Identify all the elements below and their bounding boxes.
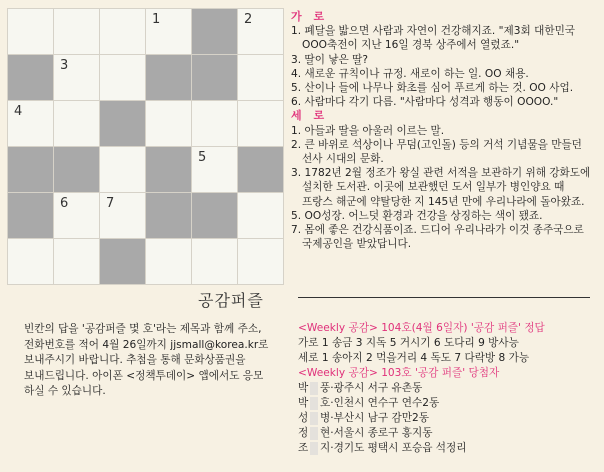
instruction-line: 보내주시기 바랍니다. 추첨을 통해 문화상품권을 <box>24 354 246 366</box>
grid-cell <box>99 192 145 238</box>
grid-cell <box>53 146 99 192</box>
entry-instructions <box>24 322 282 400</box>
grid-cell <box>191 8 237 54</box>
grid-cell <box>99 54 145 100</box>
clue-line: 3. 1782년 2월 정조가 왕실 관련 서적을 보관하기 위해 강화도에 <box>291 167 591 180</box>
winner-row <box>298 411 598 426</box>
answer-lines <box>298 336 598 366</box>
clue-line: 5. OO성장. 어느덧 환경과 건강을 상징하는 색이 됐죠. <box>291 209 543 222</box>
clue-item <box>291 223 597 251</box>
clue-line: 설치한 도서관. 이곳에 보관했던 도서 일부가 병인양요 때 <box>302 181 565 194</box>
grid-cell <box>145 146 191 192</box>
answers-heading: <Weekly 공감> 104호(4월 6일자) '공감 퍼즐' 정답 <box>298 322 545 334</box>
clue-number: 4 <box>14 104 23 119</box>
winner-info: 풍·광주시 서구 유촌동 <box>320 382 423 394</box>
instruction-line: 하실 수 있습니다. <box>24 385 106 397</box>
winner-info: 호·인천시 연수구 연수2동 <box>320 397 440 409</box>
clue-number: 6 <box>60 196 69 211</box>
grid-cell <box>53 192 99 238</box>
down-clues <box>291 124 597 252</box>
clue-number: 3 <box>60 58 69 73</box>
clue-number: 7 <box>106 196 115 211</box>
name-mask <box>310 427 318 440</box>
clue-item <box>291 95 597 109</box>
grid-cell <box>7 192 53 238</box>
grid-cell <box>237 192 283 238</box>
grid-cell <box>7 238 53 284</box>
clue-line: 프랑스 해군에 약탈당한 지 145년 만에 우리나라에 돌아왔죠. <box>302 195 585 208</box>
grid-cell <box>53 238 99 284</box>
winner-info: 병·부산시 남구 감만2동 <box>320 412 429 424</box>
clue-item <box>291 67 597 81</box>
clue-item <box>291 81 597 95</box>
grid-cell <box>145 238 191 284</box>
clue-item <box>291 53 597 67</box>
clue-line: 선사 시대의 문화. <box>302 153 384 166</box>
clue-item <box>291 166 597 209</box>
winners-list <box>298 381 598 456</box>
clue-line: 1. 폐달을 밟으면 사람과 자연이 건강해지죠. "제3회 대한민국 <box>291 25 576 38</box>
grid-cell <box>99 100 145 146</box>
across-heading: 가 로 <box>291 10 329 23</box>
clue-line: 7. 몸에 좋은 건강식품이죠. 드디어 우리나라가 이것 종주국으로 <box>291 224 584 237</box>
grid-cell <box>237 146 283 192</box>
clue-number: 1 <box>152 12 161 27</box>
instruction-line: 전화번호를 적어 4월 26일까지 jjsmall@korea.kr로 <box>24 338 269 351</box>
answers-panel <box>298 321 598 456</box>
clue-line: 6. 사람마다 각기 다름. "사람마다 성격과 행동이 OOOO." <box>291 96 559 109</box>
grid-cell <box>191 238 237 284</box>
clue-line: 3. 딸이 낳은 딸? <box>291 53 368 66</box>
clue-line: 국제공인을 받았답니다. <box>302 238 412 251</box>
grid-cell <box>7 54 53 100</box>
name-mask <box>310 412 318 425</box>
grid-cell <box>191 192 237 238</box>
instruction-line: 보내드립니다. 아이폰 <정책투데이> 앱에서도 응모 <box>24 369 264 382</box>
name-mask <box>310 397 318 410</box>
across-clues <box>291 24 597 109</box>
grid-cell <box>237 8 283 54</box>
grid-cell <box>145 8 191 54</box>
winner-row <box>298 396 598 411</box>
grid-cell <box>7 8 53 54</box>
winner-surname: 조 <box>298 442 309 454</box>
grid-cell <box>7 100 53 146</box>
winner-surname: 정 <box>298 427 309 439</box>
clue-item <box>291 138 597 166</box>
clue-panel <box>291 10 597 251</box>
answer-line: 세로 1 송아지 2 먹을거리 4 독도 7 다락방 8 가능 <box>298 352 530 364</box>
clue-line: OOO축전이 지난 16일 경북 상주에서 열렸죠." <box>302 39 520 52</box>
winner-surname: 박 <box>298 397 309 409</box>
winner-surname: 박 <box>298 382 309 394</box>
winner-surname: 성 <box>298 412 309 424</box>
winner-row <box>298 381 598 396</box>
winners-heading: <Weekly 공감> 103호 '공감 퍼즐' 당첨자 <box>298 367 500 379</box>
grid-cell <box>99 8 145 54</box>
winner-info: 현·서울시 종로구 홍지동 <box>320 427 433 439</box>
instruction-line: 빈칸의 답을 '공감퍼즐 몇 호'라는 제목과 함께 주소, <box>24 323 262 335</box>
answer-line: 가로 1 송금 3 지독 5 거시기 6 도다리 9 방사능 <box>298 337 519 349</box>
grid-cell <box>237 238 283 284</box>
grid-cell <box>53 8 99 54</box>
clue-item <box>291 209 597 223</box>
clue-line: 2. 큰 바위로 석상이나 무덤(고인돌) 등의 거석 기념물을 만들던 <box>291 138 582 151</box>
down-heading: 세 로 <box>291 109 329 123</box>
grid-cell <box>53 100 99 146</box>
clue-item <box>291 124 597 138</box>
winner-info: 지·경기도 평택시 포승읍 석정리 <box>320 442 467 454</box>
crossword-grid <box>7 8 284 285</box>
divider <box>298 297 590 298</box>
grid-cell <box>237 54 283 100</box>
grid-cell <box>53 54 99 100</box>
winner-row <box>298 426 598 441</box>
puzzle-title: 공감퍼즐 <box>198 291 264 310</box>
grid-cell <box>145 192 191 238</box>
clue-line: 4. 새로운 규칙이나 규정. 새로이 하는 일. OO 채용. <box>291 67 529 80</box>
clue-item <box>291 24 597 52</box>
clue-line: 1. 아들과 딸을 아울러 이르는 말. <box>291 124 445 137</box>
grid-cell <box>191 100 237 146</box>
grid-cell <box>191 146 237 192</box>
grid-cell <box>99 146 145 192</box>
clue-line: 5. 산이나 들에 나무나 화초를 심어 푸르게 하는 것. OO 사업. <box>291 82 574 95</box>
winner-row <box>298 441 598 456</box>
clue-number: 2 <box>244 12 253 27</box>
grid-cell <box>191 54 237 100</box>
name-mask <box>310 442 318 455</box>
grid-cell <box>145 100 191 146</box>
grid-cell <box>145 54 191 100</box>
clue-number: 5 <box>198 150 207 165</box>
grid-cell <box>99 238 145 284</box>
name-mask <box>310 382 318 395</box>
grid-cell <box>7 146 53 192</box>
grid-cell <box>237 100 283 146</box>
